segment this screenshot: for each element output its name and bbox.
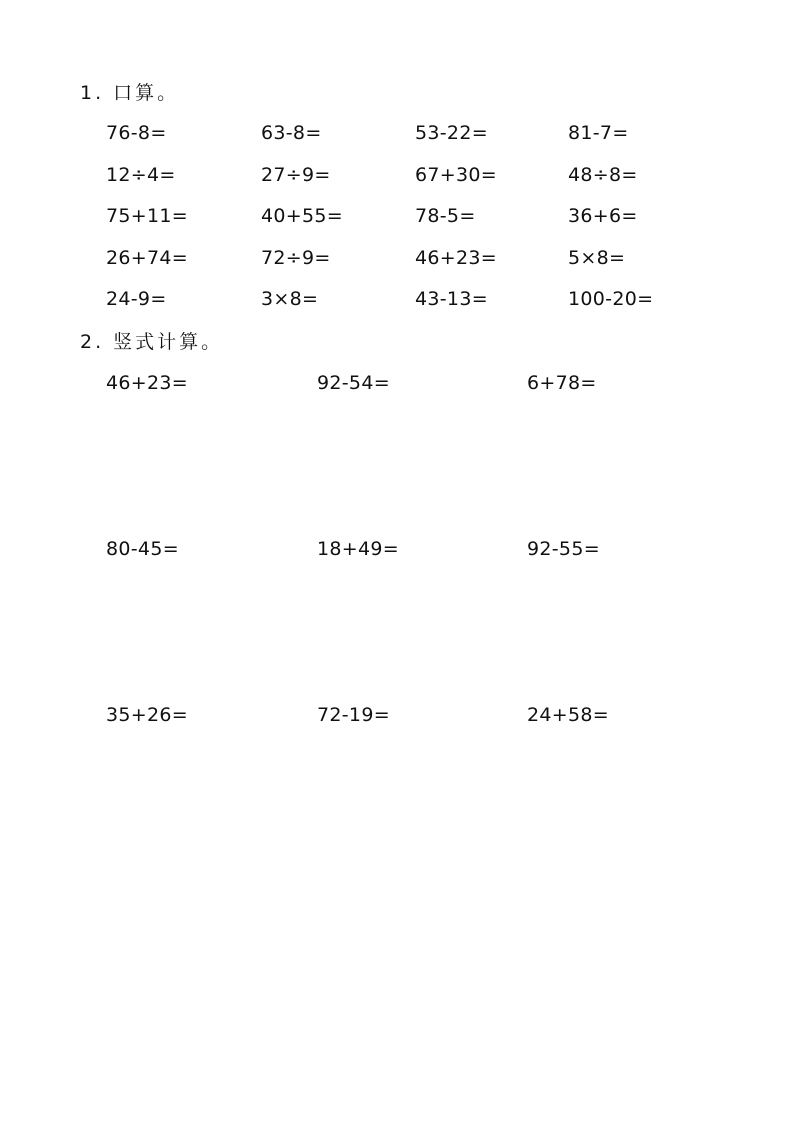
vertical-problem: 72-19= <box>317 704 390 726</box>
oral-problem: 46+23= <box>415 247 497 269</box>
section-1-title: 1. 口算。 <box>80 82 180 104</box>
oral-problem: 100-20= <box>568 288 654 310</box>
oral-problem: 36+6= <box>568 205 638 227</box>
oral-problem: 67+30= <box>415 164 497 186</box>
oral-problem: 43-13= <box>415 288 488 310</box>
oral-problem: 53-22= <box>415 122 488 144</box>
oral-problem: 72÷9= <box>261 247 331 269</box>
section-2-title: 2. 竖式计算。 <box>80 331 224 353</box>
vertical-problem: 35+26= <box>106 704 188 726</box>
oral-problem: 5×8= <box>568 247 626 269</box>
oral-problem: 63-8= <box>261 122 322 144</box>
oral-problem: 75+11= <box>106 205 188 227</box>
vertical-problem: 24+58= <box>527 704 609 726</box>
vertical-problem: 80-45= <box>106 538 179 560</box>
oral-problem: 76-8= <box>106 122 167 144</box>
oral-problem: 12÷4= <box>106 164 176 186</box>
oral-problem: 26+74= <box>106 247 188 269</box>
vertical-problem: 18+49= <box>317 538 399 560</box>
vertical-problem: 6+78= <box>527 372 597 394</box>
oral-problem: 40+55= <box>261 205 343 227</box>
oral-problem: 27÷9= <box>261 164 331 186</box>
vertical-problem: 46+23= <box>106 372 188 394</box>
oral-problem: 24-9= <box>106 288 167 310</box>
oral-problem: 81-7= <box>568 122 629 144</box>
vertical-problem: 92-55= <box>527 538 600 560</box>
oral-problem: 48÷8= <box>568 164 638 186</box>
vertical-problem: 92-54= <box>317 372 390 394</box>
oral-problem: 78-5= <box>415 205 476 227</box>
oral-problem: 3×8= <box>261 288 319 310</box>
